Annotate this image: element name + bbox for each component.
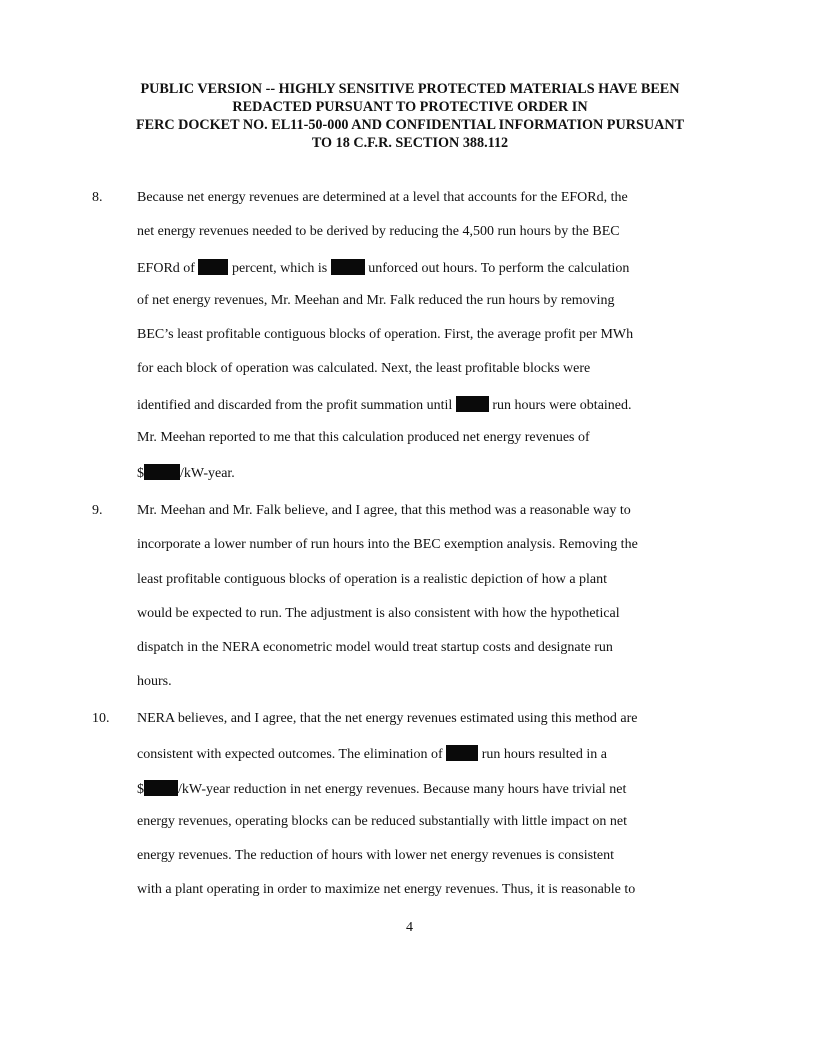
document-header	[80, 80, 740, 152]
redaction-block	[446, 745, 478, 761]
text-line: Mr. Meehan reported to me that this calculation produced net energy revenues of	[137, 429, 590, 445]
text-line: would be expected to run. The adjustment is also consistent with how the hypothetical	[137, 605, 620, 621]
text-line: of net energy revenues, Mr. Meehan and Mr. Falk reduced the run hours by removing	[137, 292, 615, 308]
text-line: energy revenues, operating blocks can be reduced substantially with little impact on net	[137, 813, 627, 829]
header-line-1: PUBLIC VERSION -- HIGHLY SENSITIVE PROTECTED MATERIALS HAVE BEEN	[140, 81, 680, 97]
text-line: energy revenues. The reduction of hours with lower net energy revenues is consistent	[137, 848, 615, 863]
paragraph-number: 8.	[92, 190, 103, 205]
paragraph-body	[137, 711, 637, 917]
text-line: EFORd of percent, which is unforced out hours. To perform the calculation	[137, 260, 630, 276]
redaction-block	[144, 464, 180, 480]
text-line: least profitable contiguous blocks of operation is a realistic depiction of how a plant	[137, 571, 608, 587]
text-line: NERA believes, and I agree, that the net energy revenues estimated using this method are	[137, 711, 638, 726]
paragraph-number: 9.	[92, 503, 103, 518]
redaction-block	[456, 396, 489, 412]
text-line: Because net energy revenues are determined at a level that accounts for the EFORd, the	[137, 190, 628, 205]
redaction-block	[144, 780, 178, 796]
text-line: hours.	[137, 674, 172, 690]
text-line: consistent with expected outcomes. The elimination of run hours resulted in a	[137, 747, 607, 763]
text-line: dispatch in the NERA econometric model would treat startup costs and designate run	[137, 640, 613, 655]
text-line: $ /kW-year reduction in net energy revenues. Because many hours have trivial net	[137, 781, 627, 797]
header-line-4: TO 18 C.F.R. SECTION 388.112	[311, 135, 509, 151]
text-line: BEC’s least profitable contiguous blocks of operation. First, the average profit per MWh	[137, 327, 634, 342]
header-line-2: REDACTED PURSUANT TO PROTECTIVE ORDER IN	[232, 99, 588, 115]
redaction-block	[198, 259, 228, 275]
paragraph-body	[137, 503, 638, 709]
text-line: for each block of operation was calculated. Next, the least profitable blocks were	[137, 361, 591, 377]
paragraph-body	[137, 190, 633, 498]
paragraph-number: 10.	[92, 711, 110, 726]
page-number: 4	[406, 920, 413, 935]
redaction-block	[331, 259, 365, 275]
header-line-3: FERC DOCKET NO. EL11-50-000 AND CONFIDENTIAL INFORMATION PURSUANT	[135, 117, 685, 133]
text-line: identified and discarded from the profit summation until run hours were obtained.	[137, 397, 632, 413]
text-line: $ /kW-year.	[137, 466, 235, 481]
text-line: with a plant operating in order to maximize net energy revenues. Thus, it is reasonable to	[137, 882, 636, 898]
text-line: net energy revenues needed to be derived by reducing the 4,500 run hours by the BEC	[137, 224, 620, 240]
text-line: incorporate a lower number of run hours into the BEC exemption analysis. Removing the	[137, 537, 638, 553]
text-line: Mr. Meehan and Mr. Falk believe, and I agree, that this method was a reasonable way to	[137, 503, 631, 518]
